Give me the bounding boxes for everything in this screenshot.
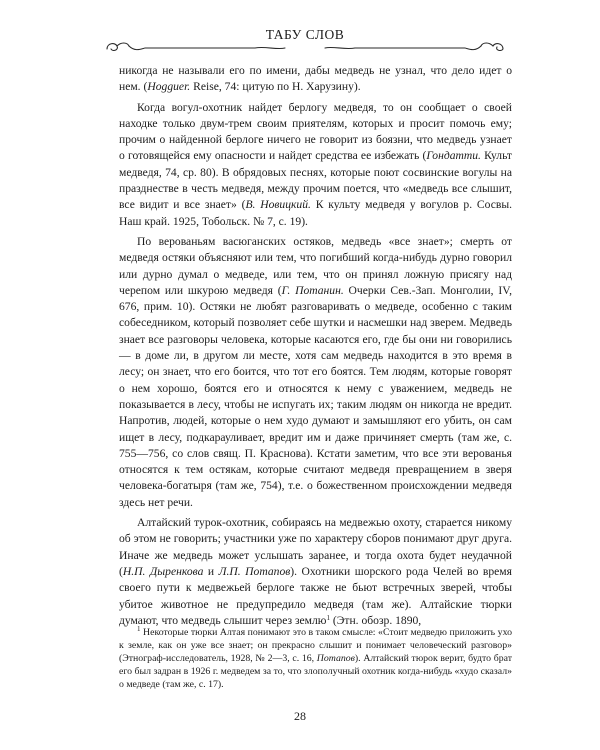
p2-author-1: Гондатти. bbox=[426, 149, 481, 163]
p2-text-end: К культу медведя у вогулов р. Сосвы. Наш край. 1925, Тобольск. № 7, с. 19). bbox=[119, 198, 513, 228]
p2-text: Когда вогул-охотник найдет берлогу медведя, то он сообщает о своей находке только двум-трем своим приятелям, которых и просит помочь ему; прочим о найденной берлоге ничего не говорит из боязни, что медведь узнает о готовящейся ему опасности и найдет средства ее избежать ( bbox=[119, 100, 512, 163]
paragraph-4 bbox=[119, 515, 512, 629]
footnote-text-end: ). Алтайский тюрок верит, будто брат его был задран в 1926 г. медведем за то, что злополучный охотник когда-нибудь «худо сказал» о медведе (там же, с. 17). bbox=[119, 653, 512, 690]
paragraph-1 bbox=[119, 63, 512, 96]
p4-conj: и bbox=[203, 564, 219, 578]
p4-text: Алтайский турок-охотник, собираясь на медвежью охоту, старается никому об этом не говорить; участники уже по характеру сборов понимают друг друга. Иначе же медведь может услышать заранее, и тогда охота будет неудачной ( bbox=[119, 516, 512, 578]
p2-text-mid: Культ медведя, 74, ср. 80). В обрядовых песнях, которые поют сосвинские вогулы на празднестве в честь медведя, между прочим поется, что «медведь все слышит, все видит и все знает» ( bbox=[119, 149, 512, 212]
main-text bbox=[119, 63, 512, 633]
p1-text-end: Reise, 74: цитую по Н. Харузину). bbox=[190, 80, 361, 94]
p3-text: По верованьям васюганских остяков, медведь «все знает»; смерть от медведя остяки объясняют или тем, что погибший когда-нибудь дурно говорил или дурно думал о медведе, или тем, что он принял ложную присягу над черепом или шкурою медведя ( bbox=[119, 234, 512, 297]
header-title: ТАБУ СЛОВ bbox=[265, 27, 345, 42]
p1-author: Hogguer. bbox=[147, 80, 191, 94]
footnote-author: Потапов bbox=[316, 653, 355, 664]
p4-author-1: Н.П. Дыренкова bbox=[122, 564, 204, 578]
p4-text-end: (Этн. обозр. 1890, bbox=[329, 613, 422, 627]
p4-author-2: Л.П. Потапов bbox=[218, 564, 291, 578]
paragraph-3 bbox=[119, 234, 512, 511]
paragraph-2 bbox=[119, 100, 512, 230]
footnote-mark: 1 bbox=[137, 625, 141, 633]
footnote-1 bbox=[119, 626, 512, 691]
p3-text-end: Очерки Сев.-Зап. Монголии, IV, 676, прим. 10). Остяки не любят разговаривать о медведе, особенно с таким собеседником, который позволяет себе шутки и насмешки над зверем. Медведь знает все разговоры человека, которые касаются его, где бы они ни говорились — в доме ли, в другом ли месте, хотя сам медведь находится в это время в лесу; он знает, что его боится, что тот его боятся. Тем людям, которые говорят о нем хорошо, боятся его и относятся к нему с уважением, медведь не показывается в лесу, чтобы не испугать их; таким людям он никогда не вредит. Напротив, людей, которые о нем худо думают и замышляют его убить, он сам ищет в лесу, подкарауливает, вредит им и даже причиняет смерть (там же, с. 755—756, со слов свящ. П. Краснова). Кстати заметим, что все эти верованья относятся к тем остякам, которые считают медведя превращением в зверя человека-богатыря (там же, 754), т.е. о божественном происхождении медведя здесь нет речи. bbox=[119, 283, 512, 509]
footnote-reference[interactable]: 1 bbox=[326, 613, 330, 622]
footnotes bbox=[119, 626, 512, 691]
p1-text: никогда не называли его по имени, дабы медведь не узнал, что дело идет о нем. ( bbox=[119, 64, 512, 94]
page-number: 28 bbox=[294, 709, 306, 723]
p4-text-mid: ). Охотники шорского рода Челей во время своего пути к медвежьей берлоге также не бьют встречных зверей, чтобы убитое животное не предупредило медведя (там же). Алтайские тюрки думают, что медведь слышит через землю bbox=[119, 564, 512, 627]
header-ornament bbox=[105, 40, 505, 56]
p2-author-2: В. Новицкий. bbox=[245, 198, 311, 212]
p3-author: Г. Потанин. bbox=[281, 283, 344, 297]
running-header bbox=[105, 26, 505, 56]
footnote-text: Некоторые тюрки Алтая понимают это в таком смысле: «Стоит медведю приложить ухо к земле, как он уже все знает; он прекрасно слышит и понимает человеческий разговор» (Этнограф-исследователь, 1928, № 2—3, с. 16, bbox=[119, 627, 512, 664]
